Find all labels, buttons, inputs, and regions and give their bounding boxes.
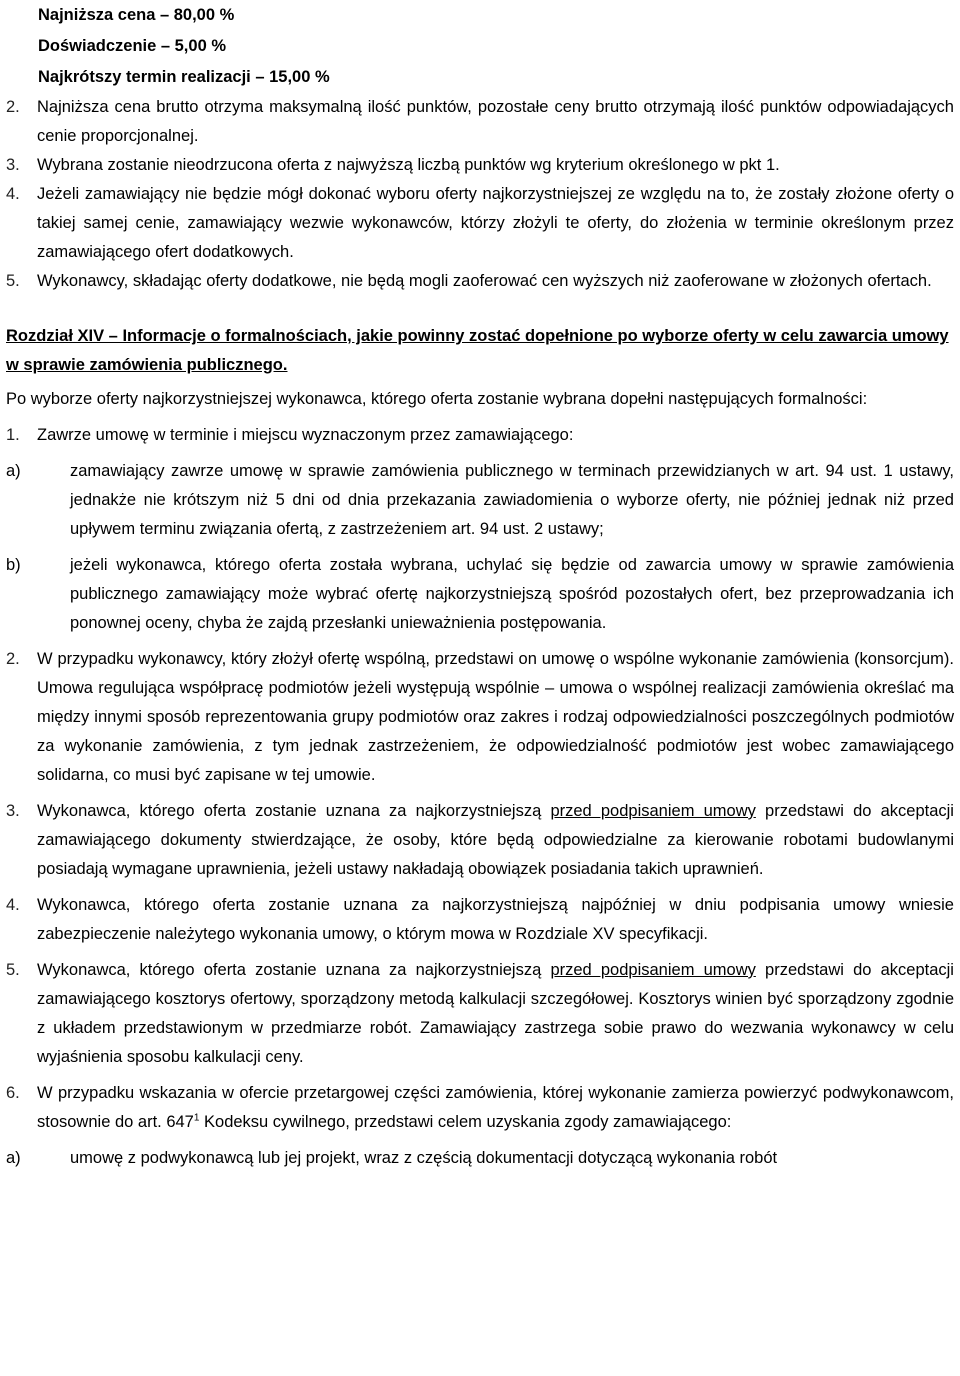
sub-item — [6, 551, 954, 638]
list-text — [37, 797, 954, 884]
list-number: 4. — [6, 185, 20, 203]
intro-paragraph: Po wyborze oferty najkorzystniejszej wykonawca, którego oferta zostanie wybrana dopełni następujących formalności: — [6, 390, 868, 408]
list-item — [6, 151, 954, 180]
list-text: W przypadku wykonawcy, który złożył ofertę wspólną, przedstawi on umowę o wspólne wykonanie zamówienia (konsorcjum). Umowa regulująca współpracę podmiotów jeżeli występują wspólnie – umowa o wspólnej realizacji zamówienia określać ma między innymi sposób reprezentowania grupy podmiotów oraz zakres i rodzaj odpowiedzialności poszczególnych podmiotów za wykonanie zamówienia, z tym jednak zastrzeżeniem, że odpowiedzialność podmiotów jest wobec zamawiającego solidarna, co musi być zapisane w tej umowie. — [37, 650, 954, 784]
list-item — [6, 797, 954, 884]
sub-text: jeżeli wykonawca, którego oferta została wybrana, uchylać się będzie od zawarcia umowy w sprawie zamówienia publicznego zamawiający może wybrać ofertę najkorzystniejszą spośród pozostałych ofert, bez przeprowadzania ich ponownej oceny, chyba że zajdą przesłanki unieważnienia postępowania. — [70, 556, 954, 632]
list-item — [6, 1079, 954, 1137]
sub-item — [6, 1144, 954, 1173]
list-text — [37, 1079, 954, 1137]
sub-text: umowę z podwykonawcą lub jej projekt, wraz z częścią dokumentacji dotyczącą wykonania robót — [70, 1149, 778, 1167]
list-number: 5. — [6, 272, 20, 290]
list-item — [6, 645, 954, 790]
list-number: 6. — [6, 1084, 20, 1102]
list-item — [6, 956, 954, 1072]
criterion-price: Najniższa cena – 80,00 % — [38, 6, 235, 24]
sub-item — [6, 457, 954, 544]
text-segment: Wykonawca, którego oferta zostanie uznana za najkorzystniejszą — [37, 961, 551, 979]
list-item — [6, 93, 954, 151]
list-number: 3. — [6, 802, 20, 820]
text-segment: W przypadku wskazania w ofercie przetargowej części zamówienia, której wykonanie zamierza powierzyć podwykonawcom, stosownie do art. 647 — [37, 1084, 954, 1131]
list-text: Wybrana zostanie nieodrzucona oferta z najwyższą liczbą punktów wg kryterium określonego w pkt 1. — [37, 156, 780, 174]
text-segment: przedstawi do akceptacji zamawiającego kosztorys ofertowy, sporządzony metodą kalkulacji szczegółowej. Kosztorys winien być sporządzony zgodnie z układem przedstawionym w przedmiarze robót. Zamawiający zastrzega sobie prawo do wezwania wykonawcy w celu wyjaśnienia sposobu kalkulacji ceny. — [37, 961, 954, 1066]
underlined-text: przed podpisaniem umowy — [550, 961, 756, 979]
text-segment: przedstawi do akceptacji zamawiającego dokumenty stwierdzające, że osoby, które będą odpowiedzialne za kierowanie robotami budowlanymi posiadają wymagane uprawnienia, jeżeli ustawy nakładają obowiązek posiadania takich uprawnień. — [37, 802, 954, 878]
section-heading: Rozdział XIV – Informacje o formalnościach, jakie powinny zostać dopełnione po wyborze oferty w celu zawarcia umowy w sprawie zamówienia publicznego. — [6, 327, 949, 374]
list-number: 2. — [6, 650, 20, 668]
underlined-text: przed podpisaniem umowy — [550, 802, 756, 820]
criterion-experience: Doświadczenie – 5,00 % — [38, 37, 227, 55]
list-text: Najniższa cena brutto otrzyma maksymalną ilość punktów, pozostałe ceny brutto otrzymają ilość punktów odpowiadających cenie proporcjonalnej. — [37, 98, 954, 145]
list-item — [6, 891, 954, 949]
list-text — [37, 956, 954, 1072]
sub-label: a) — [6, 462, 21, 480]
list-number: 2. — [6, 98, 20, 116]
list-text: Wykonawca, którego oferta zostanie uznana za najkorzystniejszą najpóźniej w dniu podpisania umowy wniesie zabezpieczenie należytego wykonania umowy, o którym mowa w Rozdziale XV specyfikacji. — [37, 896, 954, 943]
text-segment: Kodeksu cywilnego, przedstawi celem uzyskania zgody zamawiającego: — [199, 1113, 732, 1131]
sub-label: b) — [6, 556, 21, 574]
list-number: 3. — [6, 156, 20, 174]
list-item — [6, 267, 954, 296]
list-item — [6, 180, 954, 267]
list-text: Zawrze umowę w terminie i miejscu wyznaczonym przez zamawiającego: — [37, 426, 574, 444]
list-item — [6, 421, 954, 450]
list-text: Wykonawcy, składając oferty dodatkowe, nie będą mogli zaoferować cen wyższych niż zaoferowane w złożonych ofertach. — [37, 272, 932, 290]
superscript: 1 — [193, 1112, 200, 1124]
sub-text: zamawiający zawrze umowę w sprawie zamówienia publicznego w terminach przewidzianych w art. 94 ust. 1 ustawy, jednakże nie krótszym niż 5 dni od dnia przekazania zawiadomienia o wyborze oferty, nie później jednak niż przed upływem terminu związania ofertą, z zastrzeżeniem art. 94 ust. 2 ustawy; — [70, 462, 954, 538]
criterion-deadline: Najkrótszy termin realizacji – 15,00 % — [38, 68, 330, 86]
list-number: 4. — [6, 896, 20, 914]
list-number: 1. — [6, 426, 20, 444]
text-segment: Wykonawca, którego oferta zostanie uznana za najkorzystniejszą — [37, 802, 551, 820]
sub-label: a) — [6, 1149, 21, 1167]
list-text: Jeżeli zamawiający nie będzie mógł dokonać wyboru oferty najkorzystniejszej ze względu na to, że zostały złożone oferty o takiej samej cenie, zamawiający wezwie wykonawców, którzy złożyli te oferty, do złożenia w terminie określonym przez zamawiającego ofert dodatkowych. — [37, 185, 954, 261]
list-number: 5. — [6, 961, 20, 979]
